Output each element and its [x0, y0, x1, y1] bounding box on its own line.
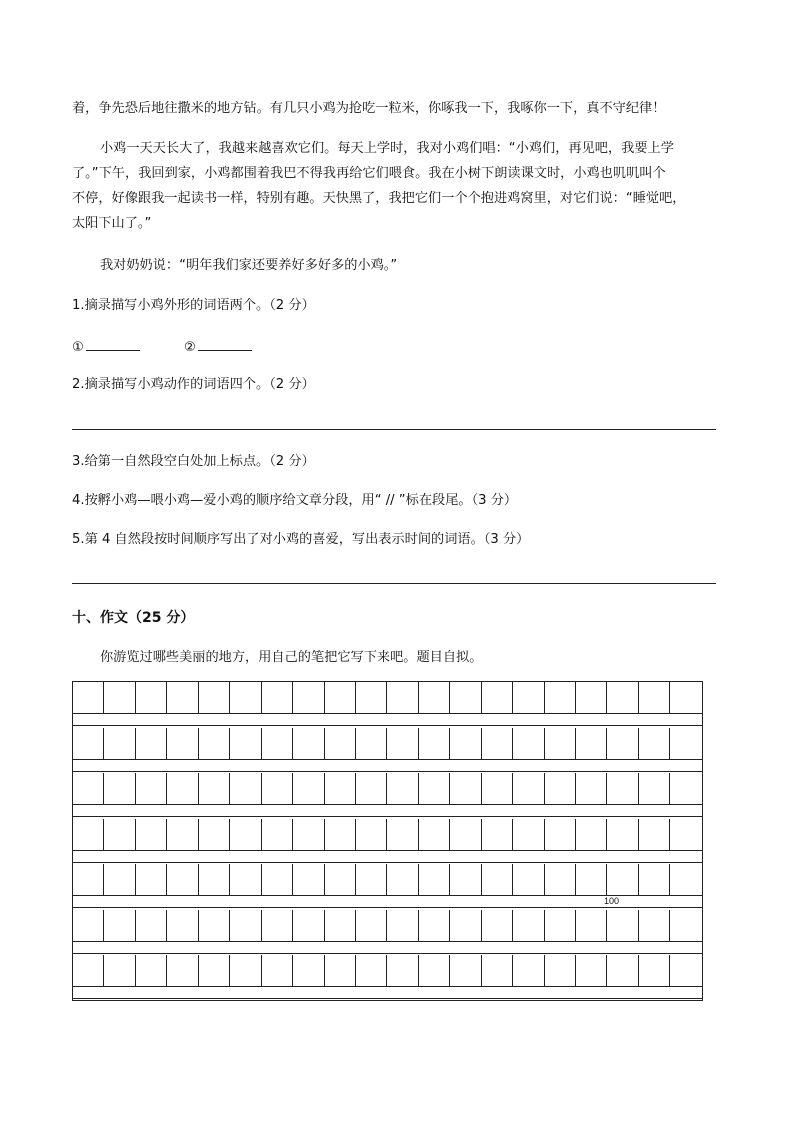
- composition-prompt: 你游览过哪些美丽的地方，用自己的笔把它写下来吧。题目自拟。: [100, 650, 483, 665]
- grid-cell[interactable]: [136, 955, 167, 986]
- paragraph-4-line-1: 小鸡一天天长大了，我越来越喜欢它们。每天上学时，我对小鸡们唱：“小鸡们，再见吧，我要上学: [100, 141, 674, 156]
- grid-cell[interactable]: [199, 955, 230, 986]
- grid-cell[interactable]: [262, 819, 293, 850]
- grid-row: [73, 955, 702, 986]
- grid-cell[interactable]: [199, 819, 230, 850]
- grid-cell[interactable]: [356, 682, 387, 713]
- grid-cell[interactable]: [450, 773, 481, 804]
- grid-cell[interactable]: [104, 819, 135, 850]
- grid-cell[interactable]: [356, 773, 387, 804]
- grid-cell[interactable]: [387, 728, 418, 759]
- grid-cell[interactable]: [104, 728, 135, 759]
- grid-cell[interactable]: [356, 819, 387, 850]
- question-5: 5.第 4 自然段按时间顺序写出了对小鸡的喜爱，写出表示时间的词语。（3 分）: [72, 532, 530, 547]
- grid-cell[interactable]: [325, 910, 356, 941]
- grid-cell[interactable]: [419, 864, 450, 895]
- passage-line-1: 着，争先恐后地往撒米的地方钻。有几只小鸡为抢吃一粒米，你啄我一下，我啄你一下，真不守纪律！: [72, 101, 666, 116]
- grid-cell[interactable]: [576, 910, 607, 941]
- grid-cell[interactable]: [607, 955, 638, 986]
- grid-cell[interactable]: [419, 682, 450, 713]
- question-4: 4.按孵小鸡—喂小鸡—爱小鸡的顺序给文章分段，用“ // ”标在段尾。（3 分）: [72, 493, 518, 508]
- grid-cell[interactable]: [450, 910, 481, 941]
- grid-cell[interactable]: [545, 728, 576, 759]
- grid-cell[interactable]: [576, 819, 607, 850]
- grid-cell[interactable]: [513, 819, 544, 850]
- grid-cell[interactable]: [73, 773, 104, 804]
- grid-cell[interactable]: [356, 955, 387, 986]
- grid-cell[interactable]: [482, 682, 513, 713]
- grid-cell[interactable]: [230, 955, 261, 986]
- grid-cell[interactable]: [167, 819, 198, 850]
- question-3: 3.给第一自然段空白处加上标点。（2 分）: [72, 454, 315, 469]
- grid-row-gap: [73, 713, 702, 726]
- grid-cell[interactable]: [639, 819, 670, 850]
- grid-cell[interactable]: [167, 955, 198, 986]
- grid-cell[interactable]: [230, 819, 261, 850]
- grid-cell[interactable]: [607, 864, 638, 895]
- grid-row: [73, 682, 702, 713]
- grid-cell[interactable]: [136, 773, 167, 804]
- grid-cell[interactable]: [450, 819, 481, 850]
- grid-cell[interactable]: [387, 819, 418, 850]
- grid-cell[interactable]: [419, 728, 450, 759]
- grid-cell[interactable]: [513, 864, 544, 895]
- grid-row-gap: [73, 986, 702, 999]
- paragraph-5: 我对奶奶说：“明年我们家还要养好多好多的小鸡。”: [100, 258, 398, 273]
- grid-cell[interactable]: [419, 819, 450, 850]
- grid-cell[interactable]: [513, 910, 544, 941]
- grid-cell[interactable]: [482, 773, 513, 804]
- grid-cell[interactable]: [639, 682, 670, 713]
- question-1: 1.摘录描写小鸡外形的词语两个。（2 分）: [72, 298, 315, 313]
- grid-cell[interactable]: [230, 864, 261, 895]
- grid-row-gap: [73, 850, 702, 863]
- grid-cell[interactable]: [670, 910, 701, 941]
- grid-cell[interactable]: [199, 910, 230, 941]
- grid-cell[interactable]: [576, 955, 607, 986]
- grid-cell[interactable]: [482, 819, 513, 850]
- grid-cell[interactable]: [607, 682, 638, 713]
- grid-cell[interactable]: [545, 773, 576, 804]
- grid-cell[interactable]: [325, 864, 356, 895]
- grid-cell[interactable]: [576, 773, 607, 804]
- question-2: 2.摘录描写小鸡动作的词语四个。（2 分）: [72, 377, 315, 392]
- grid-row: [73, 728, 702, 759]
- grid-cell[interactable]: [230, 728, 261, 759]
- grid-cell[interactable]: [199, 728, 230, 759]
- grid-cell[interactable]: [545, 682, 576, 713]
- grid-cell[interactable]: [293, 819, 324, 850]
- grid-cell[interactable]: [167, 773, 198, 804]
- grid-cell[interactable]: [167, 682, 198, 713]
- grid-cell[interactable]: [576, 682, 607, 713]
- answer-blank-2[interactable]: ②: [184, 340, 252, 355]
- grid-cell[interactable]: [607, 728, 638, 759]
- grid-row-gap: [73, 804, 702, 817]
- grid-cell[interactable]: [545, 819, 576, 850]
- grid-cell[interactable]: [325, 682, 356, 713]
- grid-cell[interactable]: [262, 864, 293, 895]
- grid-cell[interactable]: [104, 910, 135, 941]
- grid-cell[interactable]: [482, 728, 513, 759]
- grid-cell[interactable]: [670, 728, 701, 759]
- grid-cell[interactable]: [513, 955, 544, 986]
- grid-cell[interactable]: [167, 910, 198, 941]
- grid-cell[interactable]: [325, 773, 356, 804]
- grid-cell[interactable]: [230, 682, 261, 713]
- grid-cell[interactable]: [670, 773, 701, 804]
- grid-cell[interactable]: [293, 773, 324, 804]
- grid-cell[interactable]: [73, 819, 104, 850]
- grid-cell[interactable]: [104, 773, 135, 804]
- grid-cell[interactable]: [639, 955, 670, 986]
- grid-cell[interactable]: [325, 955, 356, 986]
- composition-grid[interactable]: [72, 681, 703, 1001]
- grid-cell[interactable]: [419, 773, 450, 804]
- grid-cell[interactable]: [419, 910, 450, 941]
- paragraph-4-line-3: 不停，好像跟我一起读书一样，特别有趣。天快黑了，我把它们一个个抱进鸡窝里，对它们说：“睡觉吧，: [72, 191, 686, 206]
- grid-cell[interactable]: [230, 773, 261, 804]
- grid-cell[interactable]: [104, 864, 135, 895]
- grid-cell[interactable]: [136, 864, 167, 895]
- grid-cell[interactable]: [607, 910, 638, 941]
- grid-cell[interactable]: [262, 955, 293, 986]
- grid-cell[interactable]: [639, 773, 670, 804]
- grid-cell[interactable]: [670, 864, 701, 895]
- grid-cell[interactable]: [262, 773, 293, 804]
- grid-cell[interactable]: [450, 682, 481, 713]
- grid-cell[interactable]: [576, 728, 607, 759]
- grid-cell[interactable]: [545, 910, 576, 941]
- grid-cell[interactable]: [104, 682, 135, 713]
- grid-cell[interactable]: [136, 682, 167, 713]
- grid-cell[interactable]: [545, 955, 576, 986]
- grid-row: [73, 864, 702, 895]
- grid-cell[interactable]: [639, 910, 670, 941]
- grid-cell[interactable]: [167, 728, 198, 759]
- grid-cell[interactable]: [576, 864, 607, 895]
- question-1-answers: [72, 336, 252, 358]
- grid-cell[interactable]: [356, 864, 387, 895]
- grid-cell[interactable]: [199, 773, 230, 804]
- grid-cell[interactable]: [230, 910, 261, 941]
- grid-cell[interactable]: [513, 773, 544, 804]
- grid-cell[interactable]: [450, 728, 481, 759]
- grid-cell[interactable]: [199, 682, 230, 713]
- grid-cell[interactable]: [325, 728, 356, 759]
- grid-cell[interactable]: [136, 910, 167, 941]
- grid-cell[interactable]: [73, 955, 104, 986]
- grid-cell[interactable]: [670, 819, 701, 850]
- grid-cell[interactable]: [262, 910, 293, 941]
- grid-cell[interactable]: [136, 728, 167, 759]
- grid-cell[interactable]: [387, 910, 418, 941]
- answer-line-q2[interactable]: [72, 429, 716, 430]
- word-count-marker: 100: [604, 896, 620, 906]
- grid-cell[interactable]: [387, 955, 418, 986]
- grid-cell[interactable]: [482, 955, 513, 986]
- grid-cell[interactable]: [73, 682, 104, 713]
- grid-cell[interactable]: [136, 819, 167, 850]
- grid-cell[interactable]: [356, 910, 387, 941]
- grid-cell[interactable]: [513, 682, 544, 713]
- grid-cell[interactable]: [607, 819, 638, 850]
- grid-cell[interactable]: [387, 864, 418, 895]
- grid-cell[interactable]: [450, 864, 481, 895]
- grid-cell[interactable]: [73, 910, 104, 941]
- answer-line-q5[interactable]: [72, 583, 716, 584]
- grid-cell[interactable]: [262, 728, 293, 759]
- grid-cell[interactable]: [73, 864, 104, 895]
- answer-blank-1[interactable]: ①: [72, 340, 140, 355]
- grid-row: [73, 910, 702, 941]
- grid-cell[interactable]: [639, 864, 670, 895]
- grid-row-gap: [73, 941, 702, 954]
- grid-cell[interactable]: [293, 955, 324, 986]
- grid-cell[interactable]: [73, 728, 104, 759]
- grid-row: [73, 819, 702, 850]
- grid-cell[interactable]: [450, 955, 481, 986]
- paragraph-4-line-2: 了。”下午，我回到家，小鸡都围着我巴不得我再给它们喂食。我在小树下朗读课文时，小鸡也叽叽叫个: [72, 166, 666, 181]
- grid-cell[interactable]: [104, 955, 135, 986]
- grid-cell[interactable]: [293, 682, 324, 713]
- grid-cell[interactable]: [293, 864, 324, 895]
- grid-cell[interactable]: [199, 864, 230, 895]
- grid-cell[interactable]: [356, 728, 387, 759]
- grid-cell[interactable]: [167, 864, 198, 895]
- grid-cell[interactable]: [325, 819, 356, 850]
- grid-cell[interactable]: [419, 955, 450, 986]
- grid-row-gap: [73, 759, 702, 772]
- paragraph-4-line-4: 太阳下山了。”: [72, 216, 152, 231]
- grid-cell[interactable]: [293, 910, 324, 941]
- grid-row: [73, 773, 702, 804]
- grid-cell[interactable]: [670, 955, 701, 986]
- grid-cell[interactable]: [639, 728, 670, 759]
- grid-cell[interactable]: [482, 910, 513, 941]
- grid-cell[interactable]: [670, 682, 701, 713]
- grid-cell[interactable]: [545, 864, 576, 895]
- grid-cell[interactable]: [387, 773, 418, 804]
- grid-cell[interactable]: [482, 864, 513, 895]
- grid-cell[interactable]: [513, 728, 544, 759]
- composition-heading: 十、作文（25 分）: [72, 610, 195, 626]
- grid-cell[interactable]: [293, 728, 324, 759]
- grid-cell[interactable]: [387, 682, 418, 713]
- grid-cell[interactable]: [262, 682, 293, 713]
- grid-cell[interactable]: [607, 773, 638, 804]
